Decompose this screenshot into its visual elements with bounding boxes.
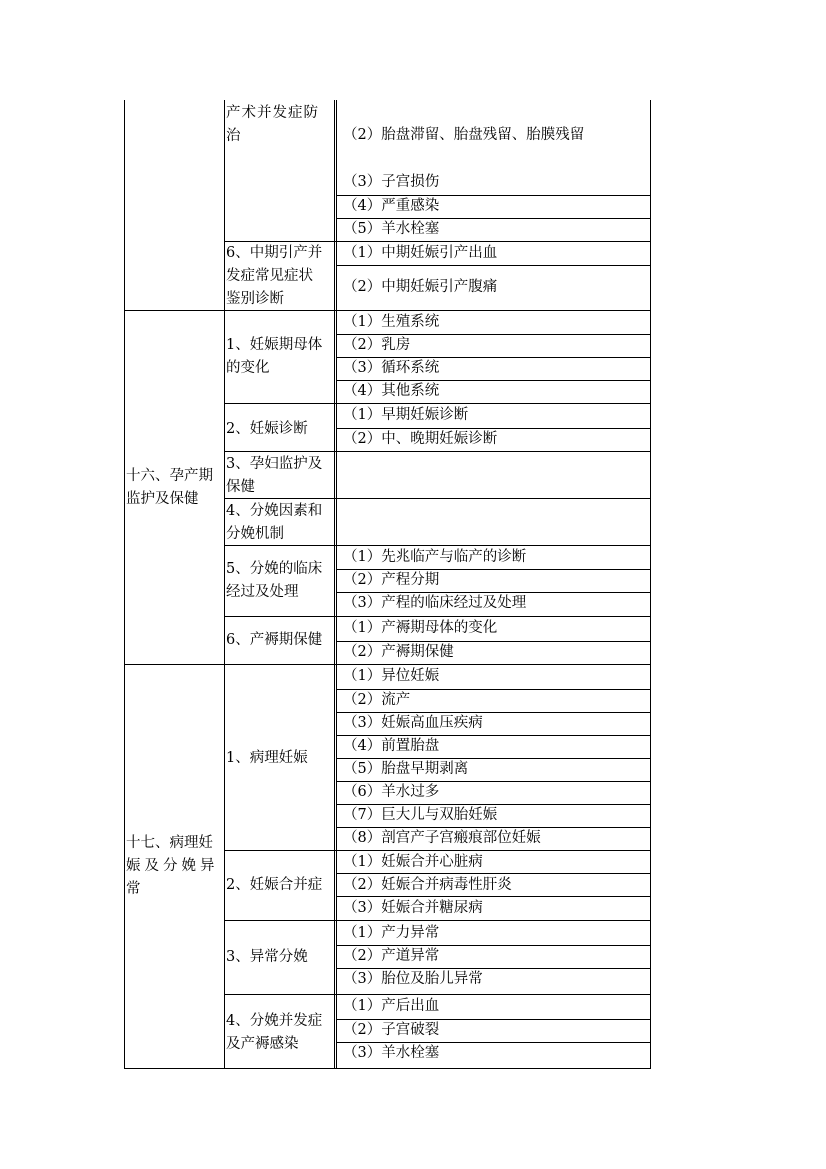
item-text: （5）胎盘早期剥离: [343, 761, 469, 777]
item-text: （2）产道异常: [343, 948, 440, 964]
item-text: （2）乳房: [343, 337, 411, 353]
section-title: 娠及分娩异: [126, 858, 219, 874]
item-text: （3）妊娠高血压疾病: [343, 715, 483, 731]
item-text: （7）巨大儿与双胎妊娠: [343, 807, 498, 823]
item-text: （1）产褥期母体的变化: [343, 620, 498, 636]
table-border-col3: [334, 100, 335, 1069]
item-text: （1）早期妊娠诊断: [343, 407, 469, 423]
section-title: 常: [126, 881, 141, 897]
topic-label: 治: [226, 128, 241, 144]
table-border-bottom: [124, 1068, 650, 1069]
item-text: （1）妊娠合并心脏病: [343, 854, 483, 870]
item-text: （5）羊水栓塞: [343, 221, 440, 237]
topic-label: 6、产褥期保健: [226, 632, 323, 648]
item-text: （1）产后出血: [343, 998, 440, 1014]
topic-label: 保健: [226, 479, 255, 495]
topic-label: 1、妊娠期母体: [226, 337, 323, 353]
item-text: （3）产程的临床经过及处理: [343, 595, 527, 611]
item-text: （3）子宫损伤: [343, 174, 440, 190]
section-title: 监护及保健: [126, 491, 199, 507]
topic-label: 4、分娩因素和: [226, 503, 323, 519]
topic-label: 产术并发症防: [226, 105, 319, 121]
item-text: （3）循环系统: [343, 360, 440, 376]
topic-label: 分娩机制: [226, 526, 284, 542]
item-text: （2）子宫破裂: [343, 1022, 440, 1038]
table-border-col2: [224, 100, 225, 1069]
item-text: （2）中、晚期妊娠诊断: [343, 431, 498, 447]
topic-label: 4、分娩并发症: [226, 1013, 323, 1029]
group-line: [224, 451, 650, 452]
topic-label: 1、病理妊娠: [226, 750, 308, 766]
item-text: （4）其他系统: [343, 383, 440, 399]
item-text: （3）胎位及胎儿异常: [343, 971, 483, 987]
item-text: （2）妊娠合并病毒性肝炎: [343, 877, 512, 893]
item-text: （8）剖宫产子宫瘢痕部位妊娠: [343, 830, 541, 846]
topic-label: 鉴别诊断: [226, 291, 284, 307]
item-text: （2）产褥期保健: [343, 644, 454, 660]
section-title: 十七、病理妊: [126, 835, 213, 851]
item-text: （2）产程分期: [343, 572, 440, 588]
item-text: （1）异位妊娠: [343, 668, 440, 684]
group-line: [224, 498, 650, 499]
item-text: （1）生殖系统: [343, 314, 440, 330]
topic-label: 6、中期引产并: [226, 245, 323, 261]
table-border-col3-inner: [336, 100, 337, 1069]
table-border-right: [650, 100, 651, 1069]
topic-label: 发症常见症状: [226, 268, 313, 284]
row-line: [336, 265, 650, 266]
item-text: （3）羊水栓塞: [343, 1045, 440, 1061]
item-text: （1）先兆临产与临产的诊断: [343, 549, 527, 565]
item-text: （2）流产: [343, 692, 411, 708]
topic-label: 3、异常分娩: [226, 949, 308, 965]
topic-label: 5、分娩的临床: [226, 561, 323, 577]
item-text: （6）羊水过多: [343, 784, 440, 800]
item-text: （1）产力异常: [343, 925, 440, 941]
topic-label: 经过及处理: [226, 584, 299, 600]
item-text: （4）前置胎盘: [343, 738, 440, 754]
item-text: （4）严重感染: [343, 198, 440, 214]
topic-label: 及产褥感染: [226, 1036, 299, 1052]
group-line: [224, 920, 650, 921]
topic-label: 的变化: [226, 360, 270, 376]
item-text: （2）胎盘滞留、胎盘残留、胎膜残留: [343, 127, 585, 143]
item-text: （3）妊娠合并糖尿病: [343, 900, 483, 916]
item-text: （1）中期妊娠引产出血: [343, 245, 498, 261]
topic-label: 3、孕妇监护及: [226, 456, 323, 472]
topic-label: 2、妊娠诊断: [226, 421, 308, 437]
item-text: （2）中期妊娠引产腹痛: [343, 279, 498, 295]
topic-label: 2、妊娠合并症: [226, 877, 323, 893]
section-title: 十六、孕产期: [126, 468, 213, 484]
table-border-left: [124, 100, 125, 1069]
